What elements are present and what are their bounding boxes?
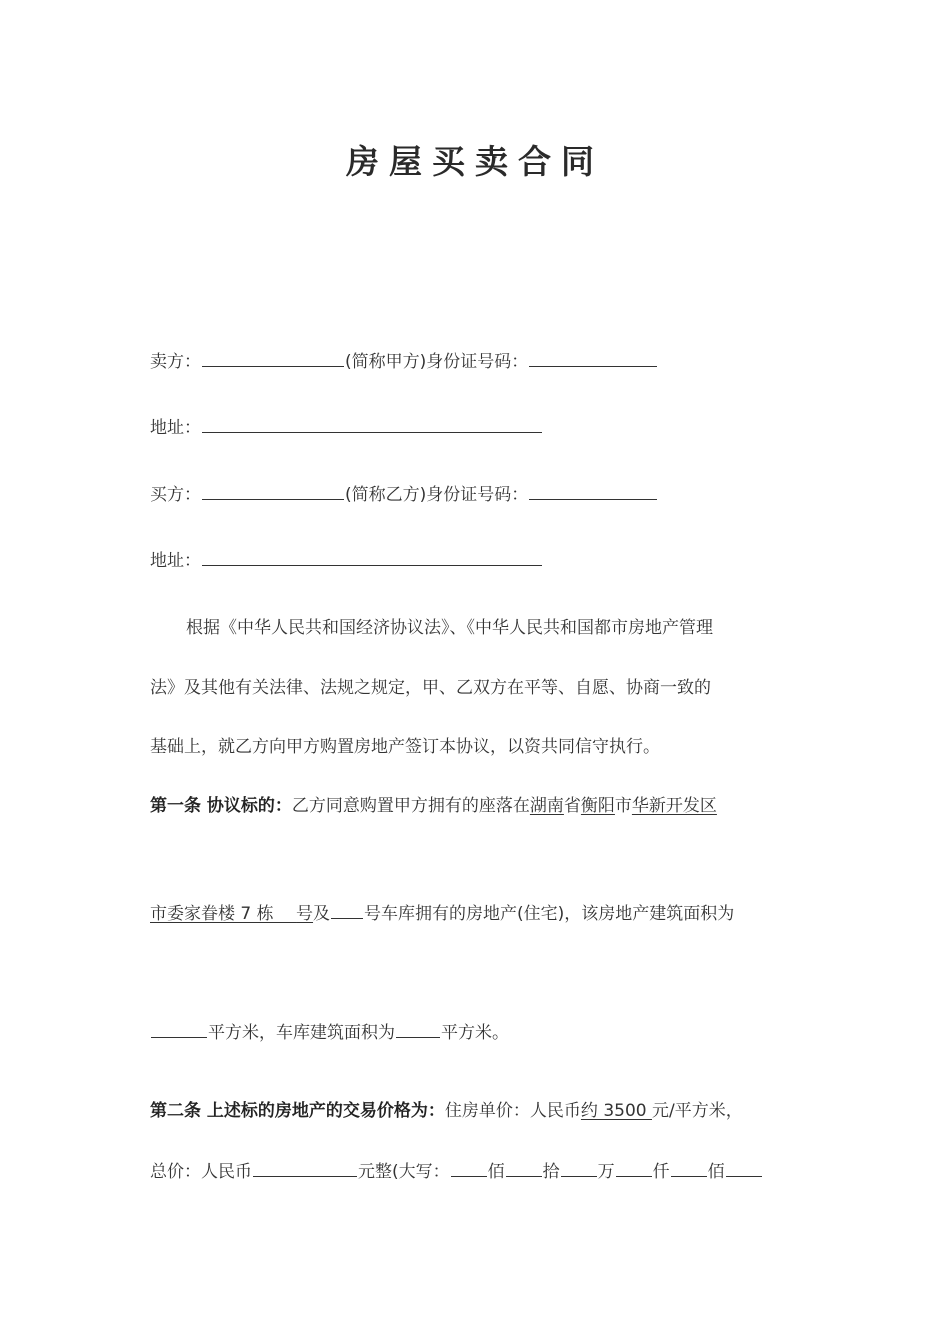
article2-line-2 bbox=[150, 1160, 810, 1184]
seller-id-blank bbox=[529, 350, 657, 367]
buyer-address-line bbox=[150, 549, 810, 573]
document-title: 房屋买卖合同 bbox=[346, 142, 604, 181]
buyer-name-blank bbox=[202, 483, 344, 500]
article1-line3-a: 平方米，车库建筑面积为 bbox=[208, 1023, 395, 1043]
article1-line-2 bbox=[150, 902, 810, 926]
amount-blank bbox=[451, 1160, 487, 1177]
amount-blank bbox=[671, 1160, 707, 1177]
total-label: 总价：人民币 bbox=[150, 1162, 252, 1182]
total-suffix: 元整(大写： bbox=[358, 1162, 450, 1182]
article2-heading: 第二条 上述标的房地产的交易价格为： bbox=[150, 1101, 445, 1121]
hao-text: 号 bbox=[296, 904, 314, 924]
seller-name-blank bbox=[202, 350, 344, 367]
district-value: 华新开发区 bbox=[631, 796, 717, 816]
city-suffix: 市 bbox=[614, 796, 632, 816]
unit-price-suffix: 元/平方米， bbox=[652, 1101, 743, 1121]
unit-bai-1: 佰 bbox=[487, 1162, 505, 1182]
seller-address-line bbox=[150, 416, 810, 440]
buyer-id-blank bbox=[529, 483, 657, 500]
garage-number-blank bbox=[331, 902, 363, 919]
buyer-label: 买方： bbox=[150, 485, 201, 505]
unit-bai-2: 佰 bbox=[707, 1162, 725, 1182]
amount-blank bbox=[561, 1160, 597, 1177]
unit-wan: 万 bbox=[597, 1162, 615, 1182]
seller-address-label: 地址： bbox=[150, 418, 201, 438]
article1-heading: 第一条 协议标的： bbox=[150, 796, 292, 816]
city-value: 衡阳 bbox=[580, 796, 615, 816]
article1-line2-rest: 号车库拥有的房地产(住宅)，该房地产建筑面积为 bbox=[364, 904, 735, 924]
buyer-address-label: 地址： bbox=[150, 551, 201, 571]
article1-text1: 乙方同意购置甲方拥有的座落在 bbox=[291, 796, 530, 816]
article1-line-3 bbox=[150, 1021, 810, 1045]
unit-shi: 拾 bbox=[542, 1162, 560, 1182]
preamble-line-3: 基础上，就乙方向甲方购置房地产签订本协议，以资共同信守执行。 bbox=[150, 737, 660, 757]
seller-line bbox=[150, 350, 810, 374]
seller-address-blank bbox=[202, 416, 542, 433]
province-value: 湖南 bbox=[529, 796, 564, 816]
article1-line-1 bbox=[150, 794, 810, 818]
buyer-line bbox=[150, 483, 810, 507]
seller-abbr: (简称甲方)身份证号码： bbox=[345, 352, 529, 372]
province-suffix: 省 bbox=[563, 796, 581, 816]
total-amount-blank bbox=[253, 1160, 357, 1177]
article2-line-1 bbox=[150, 1099, 810, 1123]
amount-blank bbox=[506, 1160, 542, 1177]
preamble-line-1: 根据《中华人民共和国经济协议法》、《中华人民共和国都市房地产管理 bbox=[186, 618, 713, 638]
buyer-address-blank bbox=[202, 549, 542, 566]
buyer-abbr: (简称乙方)身份证号码： bbox=[345, 485, 529, 505]
article1-line3-b: 平方米。 bbox=[441, 1023, 509, 1043]
location-detail: 市委家眷楼 7 栋 bbox=[150, 904, 297, 924]
amount-blank bbox=[726, 1160, 762, 1177]
unit-qian: 仟 bbox=[652, 1162, 670, 1182]
article2-text1: 住房单价：人民币 bbox=[444, 1101, 581, 1121]
preamble-line-2: 法》及其他有关法律、法规之规定，甲、乙双方在平等、自愿、协商一致的 bbox=[150, 678, 711, 698]
ji-text: 及 bbox=[313, 904, 331, 924]
garage-area-blank bbox=[396, 1021, 440, 1038]
unit-price-value: 约 3500 bbox=[580, 1101, 652, 1121]
seller-label: 卖方： bbox=[150, 352, 201, 372]
house-area-blank bbox=[151, 1021, 207, 1038]
amount-blank bbox=[616, 1160, 652, 1177]
